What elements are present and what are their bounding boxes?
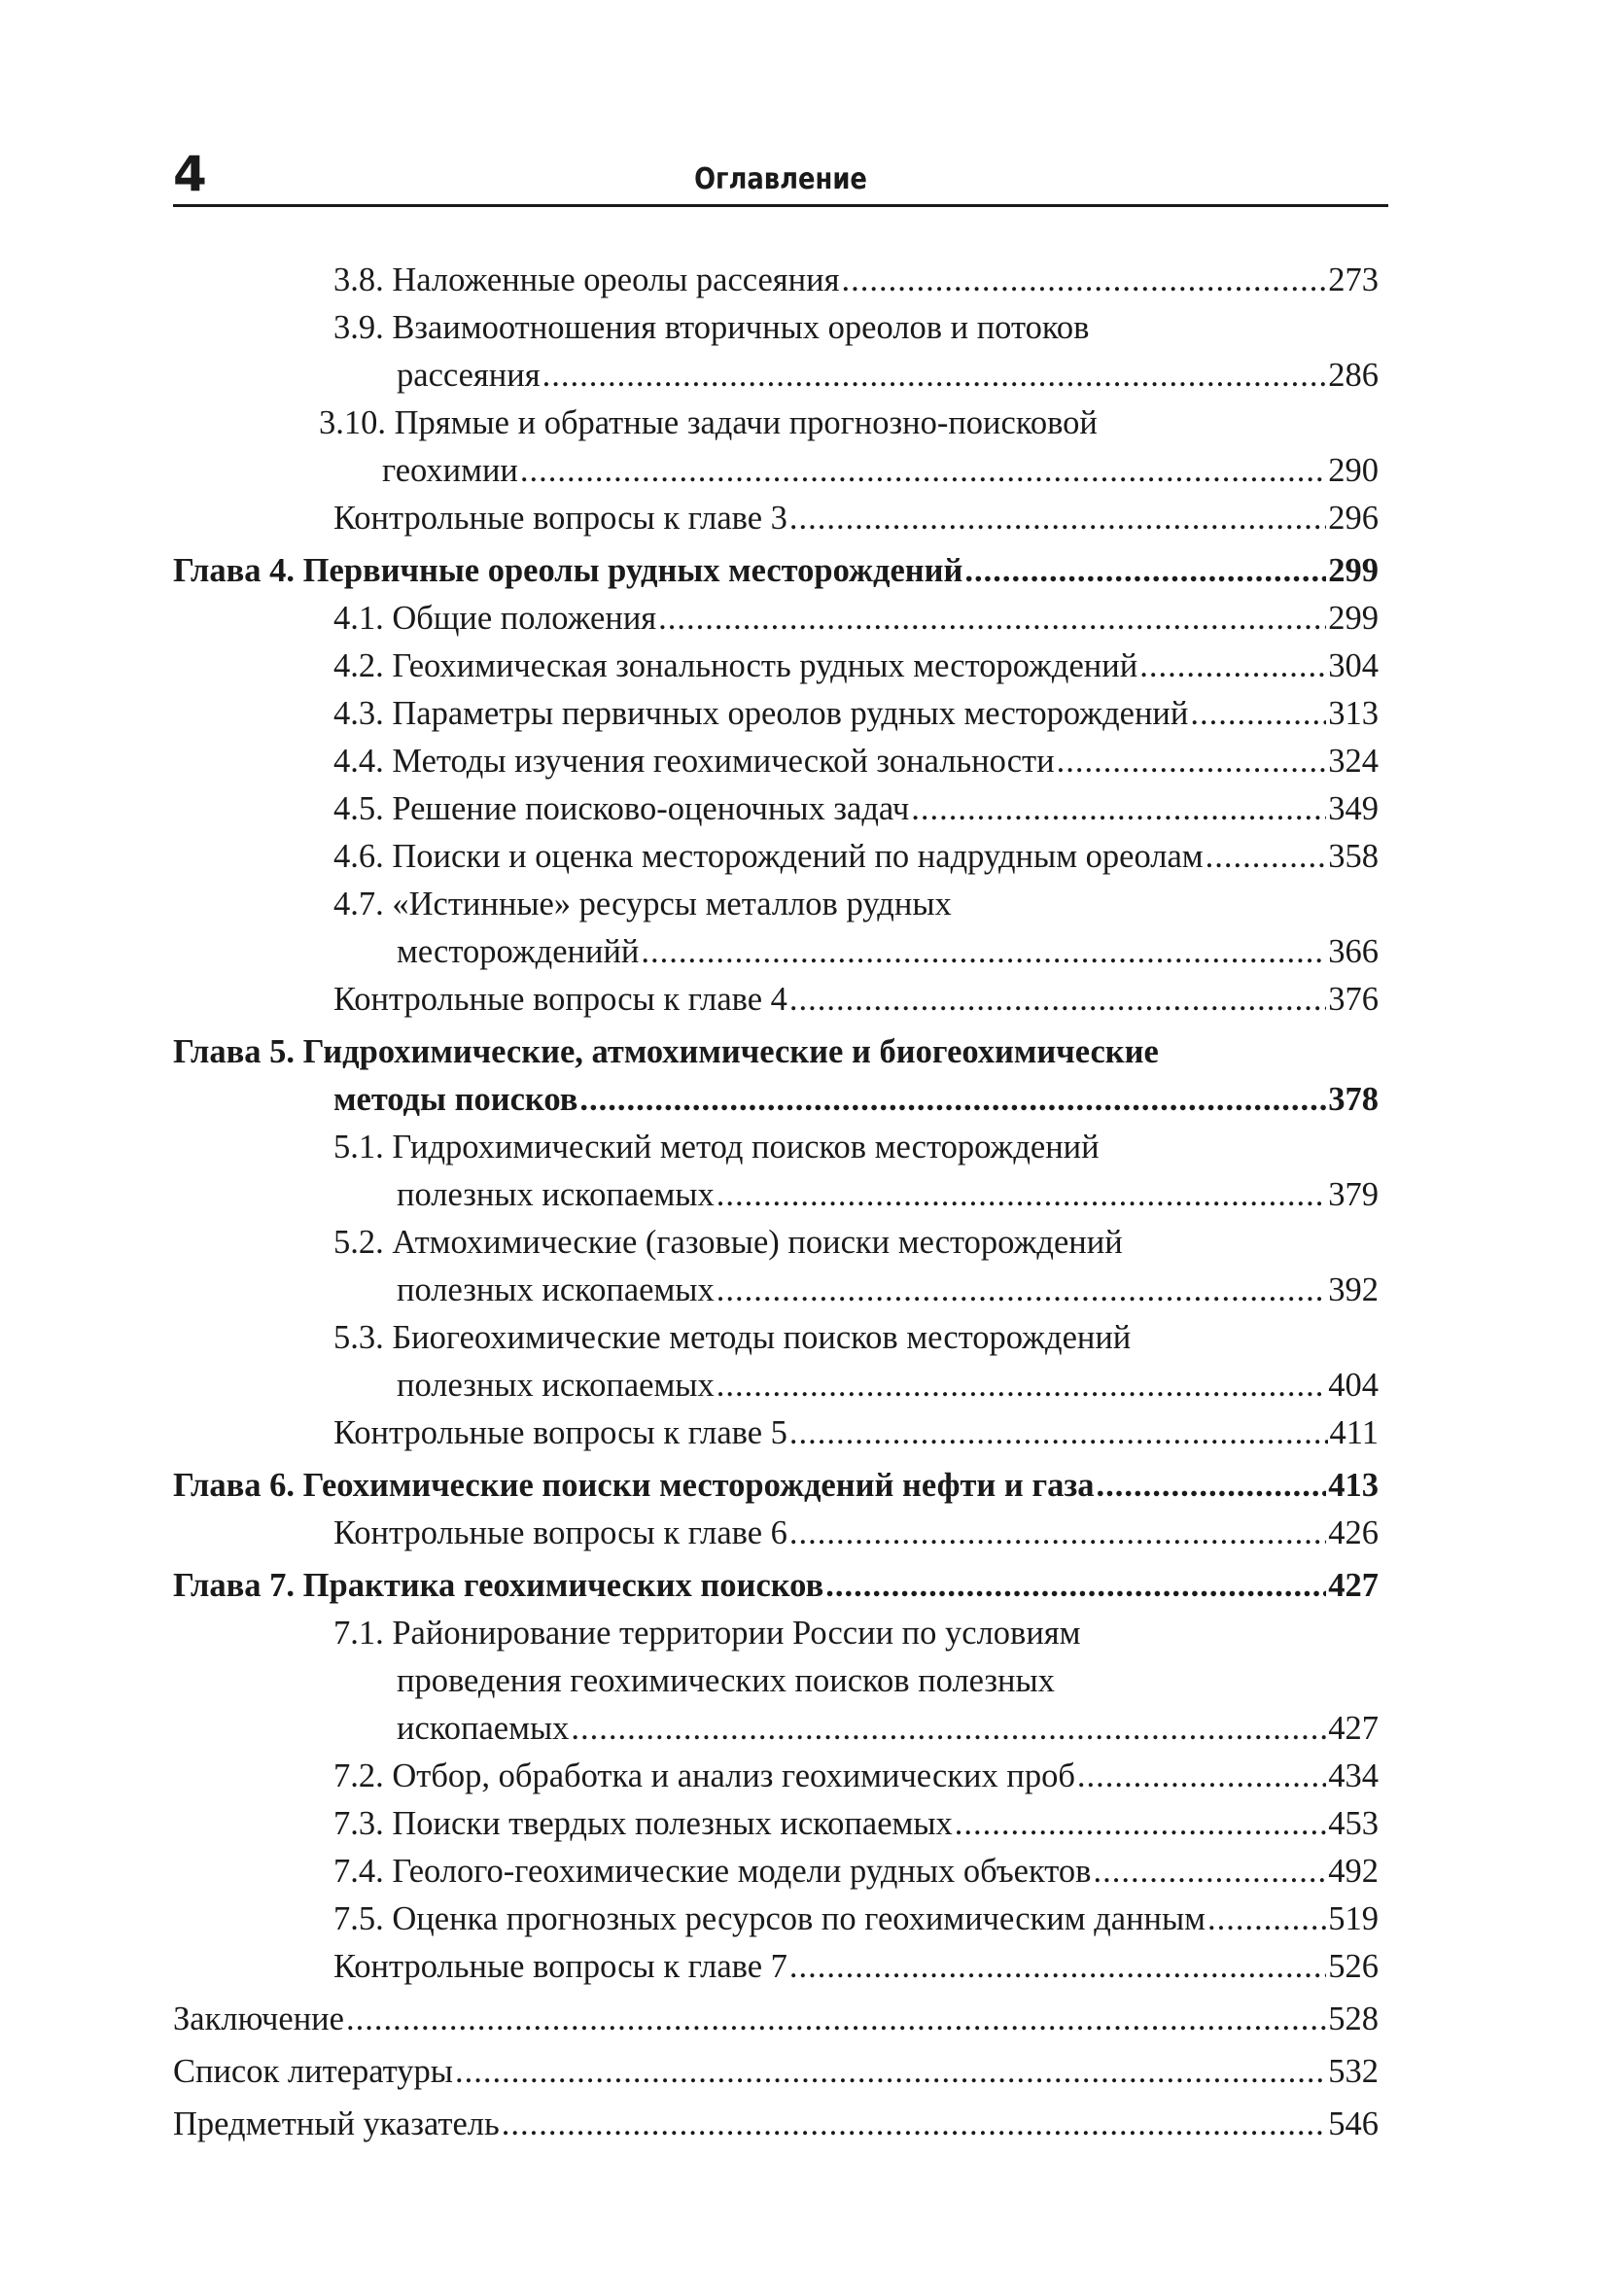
toc-line — [333, 1610, 1379, 1657]
toc-entry[interactable] — [173, 833, 1379, 881]
toc-entry[interactable] — [173, 1314, 1379, 1409]
dot-leader — [641, 928, 1326, 976]
toc-page-number: 426 — [1328, 1514, 1379, 1551]
toc-page-number: 349 — [1328, 790, 1379, 827]
toc-page-number: 376 — [1328, 981, 1379, 1018]
dot-leader — [789, 976, 1326, 1024]
toc-entry-title: Заключение — [173, 2000, 344, 2037]
toc-entry-title: рассеяния — [397, 357, 541, 394]
toc-entry[interactable] — [173, 1943, 1379, 1991]
toc-line — [333, 1800, 1379, 1848]
toc-entry-title: 4.3. Параметры первичных ореолов рудных месторождений — [333, 695, 1189, 732]
toc-line — [333, 1171, 1379, 1219]
toc-entry[interactable] — [173, 1753, 1379, 1800]
toc-entry-title: методы поисков — [333, 1081, 578, 1118]
dot-leader — [346, 1996, 1326, 2043]
toc-line — [333, 690, 1379, 738]
toc-page-number: 526 — [1328, 1948, 1379, 1985]
dot-leader — [1057, 738, 1327, 785]
dot-leader — [1190, 690, 1326, 738]
toc-page-number: 427 — [1328, 1567, 1379, 1604]
toc-entry-title: 5.2. Атмохимические (газовые) поиски месторождений — [333, 1224, 1123, 1261]
toc-entry[interactable] — [173, 257, 1379, 304]
toc-entry[interactable] — [173, 1896, 1379, 1943]
toc-entry-title: 4.4. Методы изучения геохимической зональности — [333, 743, 1055, 780]
toc-entry[interactable] — [173, 2048, 1379, 2096]
toc-entry-title: 7.1. Районирование территории России по условиям — [333, 1615, 1081, 1652]
dot-leader — [911, 785, 1326, 833]
toc-line — [333, 738, 1379, 785]
toc-entry[interactable] — [173, 976, 1379, 1024]
toc-page-number: 366 — [1328, 933, 1379, 970]
toc-line — [333, 1657, 1379, 1705]
toc-line — [333, 881, 1379, 928]
toc-entry-title: 3.10. Прямые и обратные задачи прогнозно-поисковой — [319, 404, 1098, 441]
toc-entry-title: 4.2. Геохимическая зональность рудных месторождений — [333, 647, 1138, 684]
toc-entry-title: 5.1. Гидрохимический метод поисков месторождений — [333, 1129, 1100, 1165]
table-of-contents — [173, 257, 1379, 2148]
toc-line — [333, 1753, 1379, 1800]
dot-leader — [789, 1943, 1326, 1991]
dot-leader — [964, 547, 1326, 595]
toc-page-number: 546 — [1328, 2105, 1379, 2142]
toc-entry[interactable] — [173, 1610, 1379, 1753]
toc-page-number: 299 — [1328, 600, 1379, 637]
toc-page-number: 519 — [1328, 1900, 1379, 1937]
toc-entry[interactable] — [173, 595, 1379, 643]
toc-page-number: 379 — [1328, 1176, 1379, 1213]
toc-page-number: 378 — [1328, 1081, 1379, 1118]
dot-leader — [1207, 1896, 1326, 1943]
dot-leader — [789, 1510, 1326, 1557]
toc-page-number: 532 — [1328, 2053, 1379, 2090]
toc-page-number: 453 — [1328, 1805, 1379, 1842]
toc-page-number: 273 — [1328, 261, 1379, 298]
toc-line — [333, 785, 1379, 833]
toc-entry-title: 7.4. Геолого-геохимические модели рудных объектов — [333, 1853, 1092, 1890]
toc-page-number: 313 — [1328, 695, 1379, 732]
dot-leader — [1206, 833, 1327, 881]
toc-page-number: 290 — [1328, 452, 1379, 489]
toc-entry[interactable] — [173, 1510, 1379, 1557]
toc-entry[interactable] — [173, 1996, 1379, 2043]
toc-line — [333, 1896, 1379, 1943]
toc-page-number: 528 — [1328, 2000, 1379, 2037]
toc-entry[interactable] — [173, 785, 1379, 833]
dot-leader — [789, 495, 1326, 542]
toc-entry-title: полезных ископаемых — [397, 1367, 715, 1404]
toc-entry-title: 7.3. Поиски твердых полезных ископаемых — [333, 1805, 953, 1842]
page-header — [173, 146, 1388, 207]
dot-leader — [502, 2101, 1327, 2148]
dot-leader — [571, 1705, 1326, 1753]
toc-line — [319, 447, 1379, 495]
dot-leader — [1096, 1462, 1326, 1510]
toc-entry[interactable] — [173, 690, 1379, 738]
toc-entry-title: 5.3. Биогеохимические методы поисков месторождений — [333, 1319, 1132, 1356]
toc-page-number: 358 — [1328, 838, 1379, 875]
toc-entry[interactable] — [173, 2101, 1379, 2148]
toc-chapter-entry[interactable] — [173, 1562, 1379, 1610]
toc-entry-title: Контрольные вопросы к главе 5 — [333, 1414, 787, 1451]
toc-entry-title: 4.6. Поиски и оценка месторождений по надрудным ореолам — [333, 838, 1204, 875]
toc-line — [173, 1462, 1379, 1510]
toc-entry-title: полезных ископаемых — [397, 1176, 715, 1213]
toc-entry-title: 7.5. Оценка прогнозных ресурсов по геохимическим данным — [333, 1900, 1206, 1937]
toc-entry-title: Глава 4. Первичные ореолы рудных месторождений — [173, 552, 963, 589]
toc-entry-title: 4.1. Общие положения — [333, 600, 657, 637]
toc-line — [333, 1314, 1379, 1362]
toc-line — [333, 1267, 1379, 1314]
toc-line — [333, 1943, 1379, 1991]
toc-entry-title: месторожденийй — [397, 933, 640, 970]
toc-line — [333, 1705, 1379, 1753]
toc-page-number: 304 — [1328, 647, 1379, 684]
toc-page-number: 411 — [1329, 1414, 1379, 1451]
toc-line — [173, 547, 1379, 595]
toc-entry[interactable] — [173, 1848, 1379, 1896]
toc-line — [333, 833, 1379, 881]
dot-leader — [789, 1409, 1328, 1457]
dot-leader — [1093, 1848, 1326, 1896]
toc-line — [333, 1510, 1379, 1557]
toc-line — [333, 1362, 1379, 1409]
toc-line — [333, 928, 1379, 976]
toc-entry-title: Контрольные вопросы к главе 6 — [333, 1514, 787, 1551]
toc-page-number: 324 — [1328, 743, 1379, 780]
toc-entry-title: 4.5. Решение поисково-оценочных задач — [333, 790, 910, 827]
toc-entry[interactable] — [173, 643, 1379, 690]
dot-leader — [520, 447, 1326, 495]
toc-chapter-entry[interactable] — [173, 1028, 1379, 1124]
toc-entry-title: ископаемых — [397, 1710, 570, 1747]
toc-page-number: 434 — [1328, 1757, 1379, 1794]
toc-entry[interactable] — [173, 400, 1379, 495]
toc-entry-title: проведения геохимических поисков полезных — [397, 1662, 1055, 1699]
toc-line — [333, 495, 1379, 542]
toc-line — [333, 1124, 1379, 1171]
toc-line — [333, 643, 1379, 690]
toc-page-number: 286 — [1328, 357, 1379, 394]
toc-entry-title: Контрольные вопросы к главе 3 — [333, 500, 787, 537]
toc-entry-title: Список литературы — [173, 2053, 453, 2090]
toc-page-number: 299 — [1328, 552, 1379, 589]
toc-entry[interactable] — [173, 1219, 1379, 1314]
dot-leader — [717, 1267, 1327, 1314]
dot-leader — [1077, 1753, 1326, 1800]
toc-page-number: 427 — [1328, 1710, 1379, 1747]
toc-chapter-entry[interactable] — [173, 1462, 1379, 1510]
toc-line — [333, 1409, 1379, 1457]
toc-line — [173, 2048, 1379, 2096]
toc-entry-title: Предметный указатель — [173, 2105, 500, 2142]
toc-line — [333, 976, 1379, 1024]
toc-line — [319, 400, 1379, 447]
dot-leader — [717, 1362, 1327, 1409]
toc-page-number: 392 — [1328, 1271, 1379, 1308]
toc-line — [333, 257, 1379, 304]
toc-line — [333, 352, 1379, 400]
toc-entry[interactable] — [173, 738, 1379, 785]
toc-entry-title: геохимии — [382, 452, 518, 489]
toc-entry[interactable] — [173, 881, 1379, 976]
toc-line — [173, 1562, 1379, 1610]
dot-leader — [542, 352, 1327, 400]
toc-entry[interactable] — [173, 1800, 1379, 1848]
toc-entry-title: 3.8. Наложенные ореолы рассеяния — [333, 261, 840, 298]
toc-page-number: 296 — [1328, 500, 1379, 537]
toc-line — [173, 1028, 1379, 1076]
toc-line — [333, 1848, 1379, 1896]
toc-entry-title: 4.7. «Истинные» ресурсы металлов рудных — [333, 886, 952, 922]
dot-leader — [579, 1076, 1326, 1124]
toc-page-number: 492 — [1328, 1853, 1379, 1890]
toc-entry[interactable] — [173, 304, 1379, 400]
toc-entry[interactable] — [173, 1124, 1379, 1219]
toc-entry-title: Глава 5. Гидрохимические, атмохимические и биогеохимические — [173, 1033, 1159, 1070]
toc-line — [333, 1219, 1379, 1267]
dot-leader — [1139, 643, 1326, 690]
toc-entry-title: Глава 7. Практика геохимических поисков — [173, 1567, 824, 1604]
toc-line — [173, 2101, 1379, 2148]
dot-leader — [455, 2048, 1326, 2096]
toc-line — [333, 304, 1379, 352]
dot-leader — [717, 1171, 1327, 1219]
toc-entry-title: 3.9. Взаимоотношения вторичных ореолов и потоков — [333, 309, 1090, 346]
toc-entry-title: 7.2. Отбор, обработка и анализ геохимических проб — [333, 1757, 1075, 1794]
dot-leader — [658, 595, 1326, 643]
toc-entry-title: Контрольные вопросы к главе 7 — [333, 1948, 787, 1985]
toc-page-number: 413 — [1328, 1467, 1379, 1504]
toc-entry-title: Контрольные вопросы к главе 4 — [333, 981, 787, 1018]
toc-line — [173, 1076, 1379, 1124]
dot-leader — [825, 1562, 1326, 1610]
toc-page-number: 404 — [1328, 1367, 1379, 1404]
dot-leader — [955, 1800, 1326, 1848]
toc-entry[interactable] — [173, 1409, 1379, 1457]
toc-entry-title: полезных ископаемых — [397, 1271, 715, 1308]
running-title: Оглавление — [694, 162, 867, 196]
toc-line — [173, 1996, 1379, 2043]
toc-line — [333, 595, 1379, 643]
page-number: 4 — [173, 146, 207, 202]
toc-entry[interactable] — [173, 495, 1379, 542]
toc-chapter-entry[interactable] — [173, 547, 1379, 595]
dot-leader — [841, 257, 1326, 304]
toc-entry-title: Глава 6. Геохимические поиски месторождений нефти и газа — [173, 1467, 1095, 1504]
